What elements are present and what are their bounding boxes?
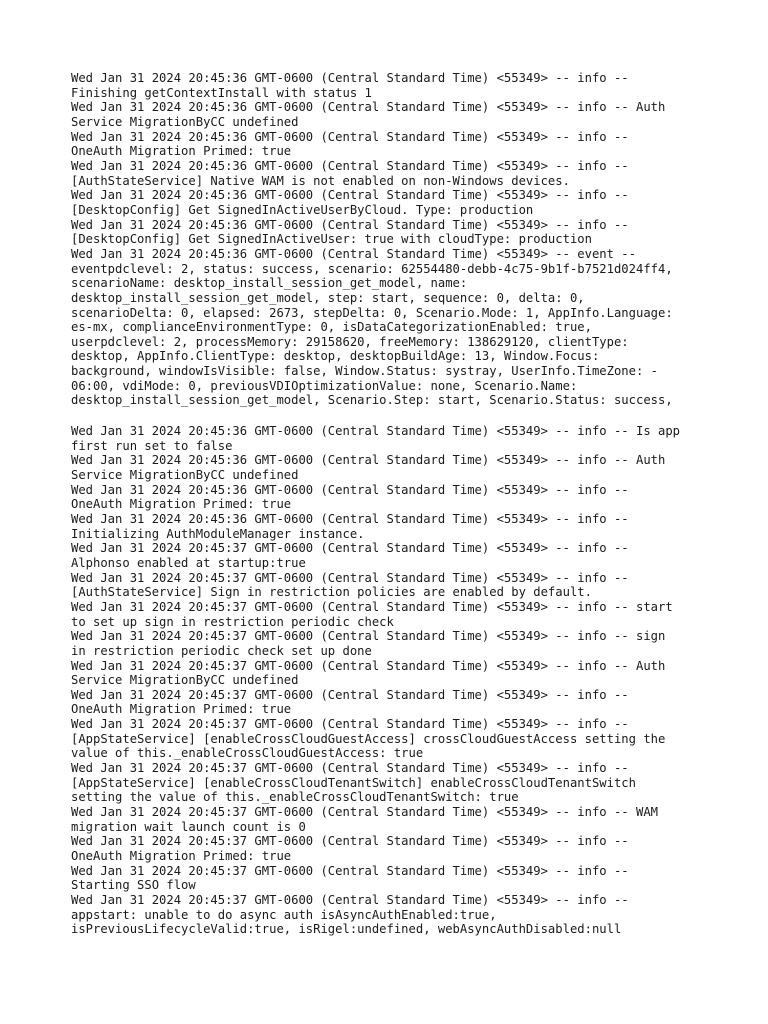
log-line: Finishing getContextInstall with status 1 <box>71 85 372 100</box>
log-line: Wed Jan 31 2024 20:45:37 GMT-0600 (Central Standard Time) <55349> -- info -- <box>71 834 629 849</box>
log-line: desktop_install_session_get_model, Scenario.Step: start, Scenario.Status: success, <box>71 393 673 408</box>
log-line: Wed Jan 31 2024 20:45:37 GMT-0600 (Central Standard Time) <55349> -- info -- <box>71 761 629 776</box>
log-line: to set up sign in restriction periodic check <box>71 614 394 629</box>
log-line: OneAuth Migration Primed: true <box>71 849 292 864</box>
log-line: Wed Jan 31 2024 20:45:37 GMT-0600 (Central Standard Time) <55349> -- info -- Auth <box>71 658 666 673</box>
log-line: [DesktopConfig] Get SignedInActiveUser: true with cloudType: production <box>71 232 592 247</box>
log-line: scenarioName: desktop_install_session_get_model, name: <box>71 276 468 291</box>
log-line: Wed Jan 31 2024 20:45:37 GMT-0600 (Central Standard Time) <55349> -- info -- WAM <box>71 805 658 820</box>
log-line: isPreviousLifecycleValid:true, isRigel:undefined, webAsyncAuthDisabled:null <box>71 922 622 937</box>
log-line: [AppStateService] [enableCrossCloudGuestAccess] crossCloudGuestAccess setting the <box>71 731 666 746</box>
log-line: Wed Jan 31 2024 20:45:36 GMT-0600 (Central Standard Time) <55349> -- info -- <box>71 129 629 144</box>
log-line: desktop_install_session_get_model, step: start, sequence: 0, delta: 0, <box>71 290 585 305</box>
log-line: [AuthStateService] Native WAM is not enabled on non-Windows devices. <box>71 173 570 188</box>
log-line: Service MigrationByCC undefined <box>71 673 299 688</box>
log-line: Wed Jan 31 2024 20:45:36 GMT-0600 (Central Standard Time) <55349> -- info -- Auth <box>71 453 666 468</box>
log-line: OneAuth Migration Primed: true <box>71 702 292 717</box>
log-line: Wed Jan 31 2024 20:45:37 GMT-0600 (Central Standard Time) <55349> -- info -- start <box>71 599 673 614</box>
log-line: Wed Jan 31 2024 20:45:36 GMT-0600 (Central Standard Time) <55349> -- info -- <box>71 71 629 85</box>
log-line: [AuthStateService] Sign in restriction policies are enabled by default. <box>71 585 592 600</box>
log-line: Wed Jan 31 2024 20:45:36 GMT-0600 (Central Standard Time) <55349> -- info -- <box>71 188 629 203</box>
log-line: Wed Jan 31 2024 20:45:36 GMT-0600 (Central Standard Time) <55349> -- info -- <box>71 158 629 173</box>
log-line: OneAuth Migration Primed: true <box>71 144 292 159</box>
log-line: Wed Jan 31 2024 20:45:37 GMT-0600 (Central Standard Time) <55349> -- info -- <box>71 687 629 702</box>
log-line: value of this._enableCrossCloudGuestAccess: true <box>71 746 424 761</box>
log-line: es-mx, complianceEnvironmentType: 0, isDataCategorizationEnabled: true, <box>71 320 592 335</box>
log-text-block-2 <box>71 424 711 937</box>
log-line: Wed Jan 31 2024 20:45:36 GMT-0600 (Central Standard Time) <55349> -- info -- Is app <box>71 424 681 438</box>
log-text-block-1 <box>71 71 711 408</box>
log-line: [DesktopConfig] Get SignedInActiveUserByCloud. Type: production <box>71 202 534 217</box>
log-line: Starting SSO flow <box>71 878 196 893</box>
log-line: userpdclevel: 2, processMemory: 29158620, freeMemory: 138629120, clientType: <box>71 334 629 349</box>
log-line: scenarioDelta: 0, elapsed: 2673, stepDelta: 0, Scenario.Mode: 1, AppInfo.Language: <box>71 305 673 320</box>
log-line: Service MigrationByCC undefined <box>71 114 299 129</box>
log-line: [AppStateService] [enableCrossCloudTenantSwitch] enableCrossCloudTenantSwitch <box>71 775 636 790</box>
log-line: OneAuth Migration Primed: true <box>71 497 292 512</box>
log-line: desktop, AppInfo.ClientType: desktop, desktopBuildAge: 13, Window.Focus: <box>71 349 600 364</box>
log-line: Initializing AuthModuleManager instance. <box>71 526 365 541</box>
log-line: setting the value of this._enableCrossCloudTenantSwitch: true <box>71 790 519 805</box>
log-line: Wed Jan 31 2024 20:45:37 GMT-0600 (Central Standard Time) <55349> -- info -- <box>71 717 629 732</box>
log-line: eventpdclevel: 2, status: success, scenario: 62554480-debb-4c75-9b1f-b7521d024ff4, <box>71 261 673 276</box>
log-line: 06:00, vdiMode: 0, previousVDIOptimizationValue: none, Scenario.Name: <box>71 378 578 393</box>
log-line: Wed Jan 31 2024 20:45:36 GMT-0600 (Central Standard Time) <55349> -- info -- <box>71 217 629 232</box>
log-line: Wed Jan 31 2024 20:45:37 GMT-0600 (Central Standard Time) <55349> -- info -- <box>71 893 629 907</box>
log-line: Wed Jan 31 2024 20:45:36 GMT-0600 (Central Standard Time) <55349> -- info -- <box>71 482 629 497</box>
log-line: Wed Jan 31 2024 20:45:36 GMT-0600 (Central Standard Time) <55349> -- event -- <box>71 246 636 261</box>
log-line: Alphonso enabled at startup:true <box>71 555 306 570</box>
log-line: first run set to false <box>71 438 233 453</box>
log-line: background, windowIsVisible: false, Window.Status: systray, UserInfo.TimeZone: - <box>71 364 658 379</box>
log-line: Wed Jan 31 2024 20:45:36 GMT-0600 (Central Standard Time) <55349> -- info -- <box>71 511 629 526</box>
log-line: Wed Jan 31 2024 20:45:37 GMT-0600 (Central Standard Time) <55349> -- info -- <box>71 863 629 878</box>
log-line: Wed Jan 31 2024 20:45:37 GMT-0600 (Central Standard Time) <55349> -- info -- <box>71 570 629 585</box>
log-line: Service MigrationByCC undefined <box>71 467 299 482</box>
log-line: appstart: unable to do async auth isAsyncAuthEnabled:true, <box>71 907 497 922</box>
log-line: Wed Jan 31 2024 20:45:36 GMT-0600 (Central Standard Time) <55349> -- info -- Auth <box>71 100 666 115</box>
log-line: Wed Jan 31 2024 20:45:37 GMT-0600 (Central Standard Time) <55349> -- info -- sign <box>71 629 666 644</box>
log-line: migration wait launch count is 0 <box>71 819 306 834</box>
log-line: Wed Jan 31 2024 20:45:37 GMT-0600 (Central Standard Time) <55349> -- info -- <box>71 541 629 556</box>
log-line: in restriction periodic check set up done <box>71 643 372 658</box>
